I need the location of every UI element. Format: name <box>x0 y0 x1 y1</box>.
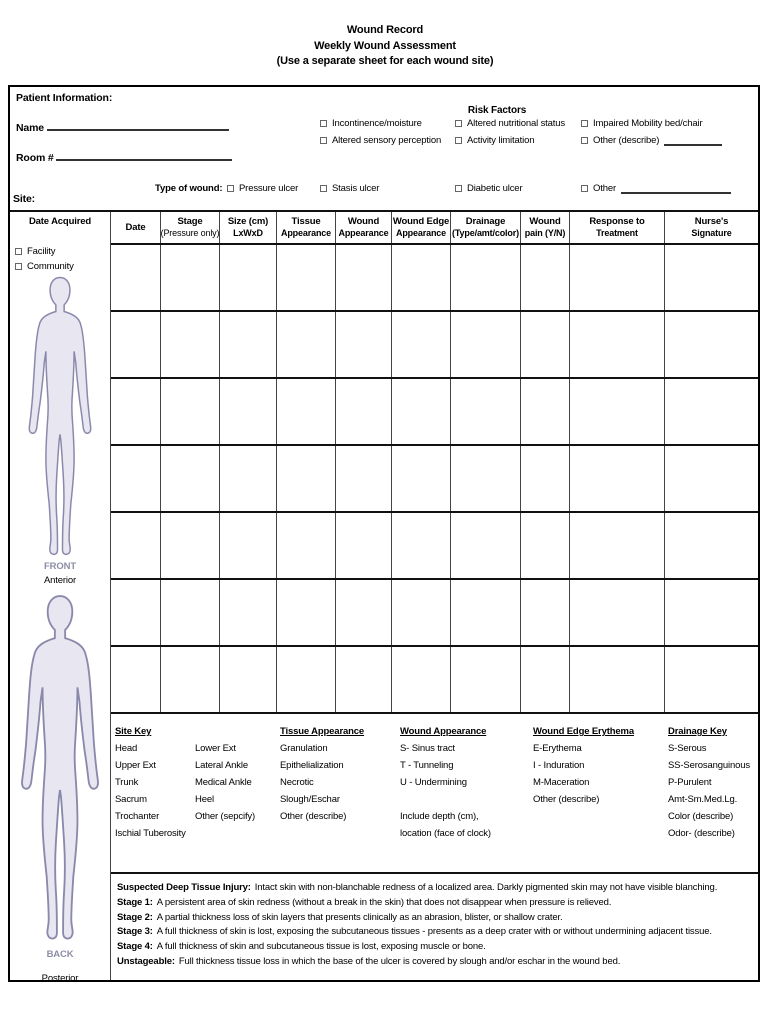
note-line <box>117 881 752 896</box>
table-cell[interactable] <box>520 245 569 310</box>
drainage-key-heading: Drainage Key <box>668 726 727 737</box>
note-text: A full thickness of skin is lost, exposing the subcutaneous tissues - presents as a deep crater with or without undermining adjacent tissue. <box>156 926 712 938</box>
table-cell[interactable] <box>219 580 276 645</box>
risk-other-checkbox[interactable] <box>581 137 588 144</box>
site-key-list1 <box>115 740 186 842</box>
tissue-appearance-list <box>280 740 364 825</box>
drainage-key-item: S-Serous <box>668 743 707 754</box>
column-header: Size (cm) LxWxD <box>219 212 276 243</box>
column-header: Wound Appearance <box>335 212 391 243</box>
table-cell[interactable] <box>450 580 520 645</box>
table-cell[interactable] <box>276 513 335 578</box>
note-text: A persistent area of skin redness (without a break in the skin) that does not disappear when pressure is relieved. <box>156 896 612 908</box>
table-cell[interactable] <box>569 379 664 444</box>
table-cell[interactable] <box>569 245 664 310</box>
table-cell[interactable] <box>664 245 758 310</box>
table-cell[interactable] <box>664 312 758 377</box>
table-cell[interactable] <box>569 647 664 712</box>
room-row <box>16 150 232 164</box>
room-label: Room # <box>16 152 54 164</box>
risk-factors-heading: Risk Factors <box>467 105 527 116</box>
table-cell[interactable] <box>276 647 335 712</box>
table-row <box>111 647 758 714</box>
table-row <box>111 580 758 647</box>
tissue-appearance-heading: Tissue Appearance <box>280 726 365 737</box>
table-cell[interactable] <box>219 446 276 511</box>
risk-activity-checkbox[interactable] <box>455 137 462 144</box>
table-cell[interactable] <box>219 379 276 444</box>
wound-type-label: Other <box>593 183 617 194</box>
column-header: Response to Treatment <box>569 212 664 243</box>
staging-notes <box>111 872 758 980</box>
note-line <box>117 955 752 970</box>
site-label: Site: <box>13 193 36 205</box>
column-header: Date <box>125 221 146 233</box>
table-cell[interactable] <box>335 446 391 511</box>
wound-type-label: Pressure ulcer <box>239 183 299 194</box>
community-checkbox[interactable] <box>15 263 22 270</box>
wound-appearance-item: S- Sinus tract <box>400 743 455 754</box>
risk-item-label: Impaired Mobility bed/chair <box>593 118 703 129</box>
pressure-ulcer-checkbox[interactable] <box>227 185 234 192</box>
table-header-row <box>111 212 758 245</box>
drainage-key-item: Color (describe) <box>668 811 734 822</box>
table-cell[interactable] <box>111 312 160 377</box>
body-diagram-front-image[interactable] <box>19 275 101 558</box>
table-cell[interactable] <box>335 379 391 444</box>
wound-appearance-heading: Wound Appearance <box>400 726 487 737</box>
column-header: Drainage (Type/amt/color) <box>450 212 520 243</box>
table-row <box>111 446 758 513</box>
wound-appearance-list <box>400 740 491 791</box>
wound-type-other <box>581 183 731 194</box>
body-diagram-back-image[interactable] <box>17 593 103 943</box>
table-cell[interactable] <box>664 379 758 444</box>
form-title-line2: Weekly Wound Assessment <box>314 39 456 52</box>
table-cell[interactable] <box>276 245 335 310</box>
site-key-item: Trochanter <box>115 811 160 822</box>
table-cell[interactable] <box>160 245 219 310</box>
note-text: A full thickness of skin and subcutaneous tissue is lost, exposing muscle or bone. <box>156 941 486 953</box>
risk-other-input-line[interactable] <box>664 135 722 146</box>
note-text: A partial thickness loss of skin layers that presents clinically as an abrasion, blister, or shallow crater. <box>156 911 563 923</box>
risk-mobility-checkbox[interactable] <box>581 120 588 127</box>
table-cell[interactable] <box>664 446 758 511</box>
site-key-item: Other (sepcify) <box>195 811 256 822</box>
site-key-item: Sacrum <box>115 794 147 805</box>
column-header: Tissue Appearance <box>276 212 335 243</box>
note-label: Stage 1: <box>117 896 153 908</box>
table-cell[interactable] <box>520 379 569 444</box>
table-row <box>111 312 758 379</box>
site-key-heading: Site Key <box>115 726 152 737</box>
key-section <box>111 714 758 872</box>
assessment-grid <box>110 212 758 980</box>
table-cell[interactable] <box>391 580 450 645</box>
table-cell[interactable] <box>450 312 520 377</box>
table-row <box>111 245 758 312</box>
tissue-appearance-column <box>280 723 364 825</box>
wound-edge-column <box>533 723 634 808</box>
note-line <box>117 940 752 955</box>
wound-edge-list <box>533 740 634 808</box>
table-row <box>111 513 758 580</box>
table-cell[interactable] <box>664 647 758 712</box>
table-cell[interactable] <box>664 580 758 645</box>
table-cell[interactable] <box>520 312 569 377</box>
assessment-table <box>10 210 758 984</box>
site-key-item: Head <box>115 743 138 754</box>
table-cell[interactable] <box>276 312 335 377</box>
table-cell[interactable] <box>450 513 520 578</box>
form-title <box>0 23 770 70</box>
table-cell[interactable] <box>335 647 391 712</box>
risk-factors-col2 <box>455 118 565 146</box>
table-body <box>111 245 758 714</box>
wound-type-label: Stasis ulcer <box>332 183 380 194</box>
table-cell[interactable] <box>276 379 335 444</box>
tissue-appearance-item: Granulation <box>280 743 328 754</box>
wound-type-label: Diabetic ulcer <box>467 183 523 194</box>
site-key-column <box>115 723 186 842</box>
wound-type-pressure <box>227 183 298 194</box>
note-text: Full thickness tissue loss in which the base of the ulcer is covered by slough and/or eschar in the wound bed. <box>178 955 621 967</box>
site-key-item: Lower Ext <box>195 743 236 754</box>
table-cell[interactable] <box>335 245 391 310</box>
date-acquired-header: Date Acquired <box>28 216 92 227</box>
note-label: Stage 4: <box>117 941 153 953</box>
community-label: Community <box>27 261 74 272</box>
table-cell[interactable] <box>160 379 219 444</box>
table-cell[interactable] <box>219 312 276 377</box>
table-cell[interactable] <box>219 245 276 310</box>
risk-item-label: Other (describe) <box>593 135 660 146</box>
table-cell[interactable] <box>450 446 520 511</box>
drainage-key-item: Odor- (describe) <box>668 828 735 839</box>
table-cell[interactable] <box>391 446 450 511</box>
table-cell[interactable] <box>111 513 160 578</box>
wound-appearance-note1: Include depth (cm), <box>400 811 479 822</box>
acquired-community-row <box>15 261 74 272</box>
table-cell[interactable] <box>160 647 219 712</box>
table-cell[interactable] <box>391 312 450 377</box>
column-header: Stage (Pressure only) <box>160 212 219 243</box>
table-cell[interactable] <box>160 580 219 645</box>
wound-appearance-item: U - Undermining <box>400 777 467 788</box>
wound-edge-heading: Wound Edge Erythema <box>533 726 634 737</box>
table-cell[interactable] <box>276 446 335 511</box>
column-header: Nurse's Signature <box>664 212 758 243</box>
wound-edge-item: E-Erythema <box>533 743 582 754</box>
stasis-ulcer-checkbox[interactable] <box>320 185 327 192</box>
note-line <box>117 911 752 926</box>
risk-item-label: Activity limitation <box>467 135 535 146</box>
table-cell[interactable] <box>450 245 520 310</box>
tissue-appearance-item: Epithelialization <box>280 760 344 771</box>
site-key-column2 <box>195 723 255 825</box>
table-cell[interactable] <box>111 580 160 645</box>
posterior-label: Posterior <box>41 973 79 984</box>
site-key-item: Ischial Tuberosity <box>115 828 186 839</box>
table-cell[interactable] <box>391 647 450 712</box>
drainage-key-column <box>668 723 750 842</box>
table-cell[interactable] <box>391 379 450 444</box>
table-cell[interactable] <box>219 513 276 578</box>
back-label: BACK <box>46 949 74 960</box>
facility-checkbox[interactable] <box>15 248 22 255</box>
form-title-line1: Wound Record <box>346 24 424 36</box>
table-cell[interactable] <box>450 379 520 444</box>
table-cell[interactable] <box>520 513 569 578</box>
wound-appearance-note2: location (face of clock) <box>400 828 491 839</box>
site-key-item: Heel <box>195 794 214 805</box>
wound-appearance-item: T - Tunneling <box>400 760 454 771</box>
name-row <box>16 120 229 134</box>
wound-edge-item: Other (describe) <box>533 794 600 805</box>
table-cell[interactable] <box>569 446 664 511</box>
drainage-key-item: Amt-Sm.Med.Lg. <box>668 794 738 805</box>
table-cell[interactable] <box>111 245 160 310</box>
wound-edge-item: M-Maceration <box>533 777 590 788</box>
wound-edge-item: I - Induration <box>533 760 585 771</box>
table-cell[interactable] <box>111 647 160 712</box>
wound-type-diabetic <box>455 183 522 194</box>
table-cell[interactable] <box>520 580 569 645</box>
form-outer-box <box>8 85 760 982</box>
tissue-appearance-item: Slough/Eschar <box>280 794 340 805</box>
site-key-item: Lateral Ankle <box>195 760 248 771</box>
table-cell[interactable] <box>335 580 391 645</box>
table-cell[interactable] <box>664 513 758 578</box>
other-wound-checkbox[interactable] <box>581 185 588 192</box>
table-cell[interactable] <box>219 647 276 712</box>
table-cell[interactable] <box>160 446 219 511</box>
wound-type-stasis <box>320 183 379 194</box>
table-cell[interactable] <box>450 647 520 712</box>
form-title-line3: (Use a separate sheet for each wound site) <box>276 55 494 67</box>
note-label: Suspected Deep Tissue Injury: <box>117 882 251 893</box>
note-label: Stage 2: <box>117 911 153 923</box>
other-wound-input-line[interactable] <box>621 183 731 194</box>
site-key-item: Upper Ext <box>115 760 156 771</box>
anterior-label: Anterior <box>43 575 77 586</box>
risk-factors-col3 <box>581 118 722 146</box>
column-header: Wound Edge Appearance <box>391 212 450 243</box>
table-cell[interactable] <box>276 580 335 645</box>
table-cell[interactable] <box>569 513 664 578</box>
acquired-facility-row <box>15 246 55 257</box>
name-input-line[interactable] <box>47 120 229 131</box>
patient-info-heading: Patient Information: <box>16 92 113 104</box>
risk-item-label: Altered nutritional status <box>467 118 566 129</box>
diabetic-ulcer-checkbox[interactable] <box>455 185 462 192</box>
drainage-key-item: P-Purulent <box>668 777 712 788</box>
column-header: Wound pain (Y/N) <box>520 212 569 243</box>
drainage-key-list <box>668 740 750 842</box>
table-cell[interactable] <box>160 513 219 578</box>
table-cell[interactable] <box>520 647 569 712</box>
date-acquired-panel <box>10 212 110 984</box>
table-cell[interactable] <box>391 245 450 310</box>
note-label: Stage 3: <box>117 926 153 938</box>
front-label: FRONT <box>44 561 76 572</box>
tissue-appearance-item: Other (describe) <box>280 811 347 822</box>
note-text: Intact skin with non-blanchable redness of a localized area. Darkly pigmented skin may not have visible blanching. <box>254 882 718 893</box>
site-key-list2 <box>195 740 255 825</box>
drainage-key-item: SS-Serosanguinous <box>668 760 750 771</box>
wound-appearance-column <box>400 723 491 842</box>
table-cell[interactable] <box>569 312 664 377</box>
note-line <box>117 925 752 940</box>
table-cell[interactable] <box>335 513 391 578</box>
table-cell[interactable] <box>569 580 664 645</box>
risk-sensory-checkbox[interactable] <box>320 137 327 144</box>
table-cell[interactable] <box>111 379 160 444</box>
table-cell[interactable] <box>111 446 160 511</box>
name-label: Name <box>16 122 44 134</box>
risk-incontinence-checkbox[interactable] <box>320 120 327 127</box>
room-input-line[interactable] <box>56 150 232 161</box>
risk-item-label: Altered sensory perception <box>332 135 442 146</box>
table-cell[interactable] <box>160 312 219 377</box>
table-row <box>111 379 758 446</box>
facility-label: Facility <box>27 246 56 257</box>
table-cell[interactable] <box>391 513 450 578</box>
risk-nutrition-checkbox[interactable] <box>455 120 462 127</box>
type-of-wound-label: Type of wound: <box>155 183 223 194</box>
site-key-item: Medical Ankle <box>195 777 252 788</box>
tissue-appearance-item: Necrotic <box>280 777 314 788</box>
table-cell[interactable] <box>520 446 569 511</box>
note-line <box>117 896 752 911</box>
site-key-item: Trunk <box>115 777 139 788</box>
risk-factors-col1 <box>320 118 441 146</box>
table-cell[interactable] <box>335 312 391 377</box>
risk-item-label: Incontinence/moisture <box>332 118 422 129</box>
note-label: Unstageable: <box>117 955 175 967</box>
